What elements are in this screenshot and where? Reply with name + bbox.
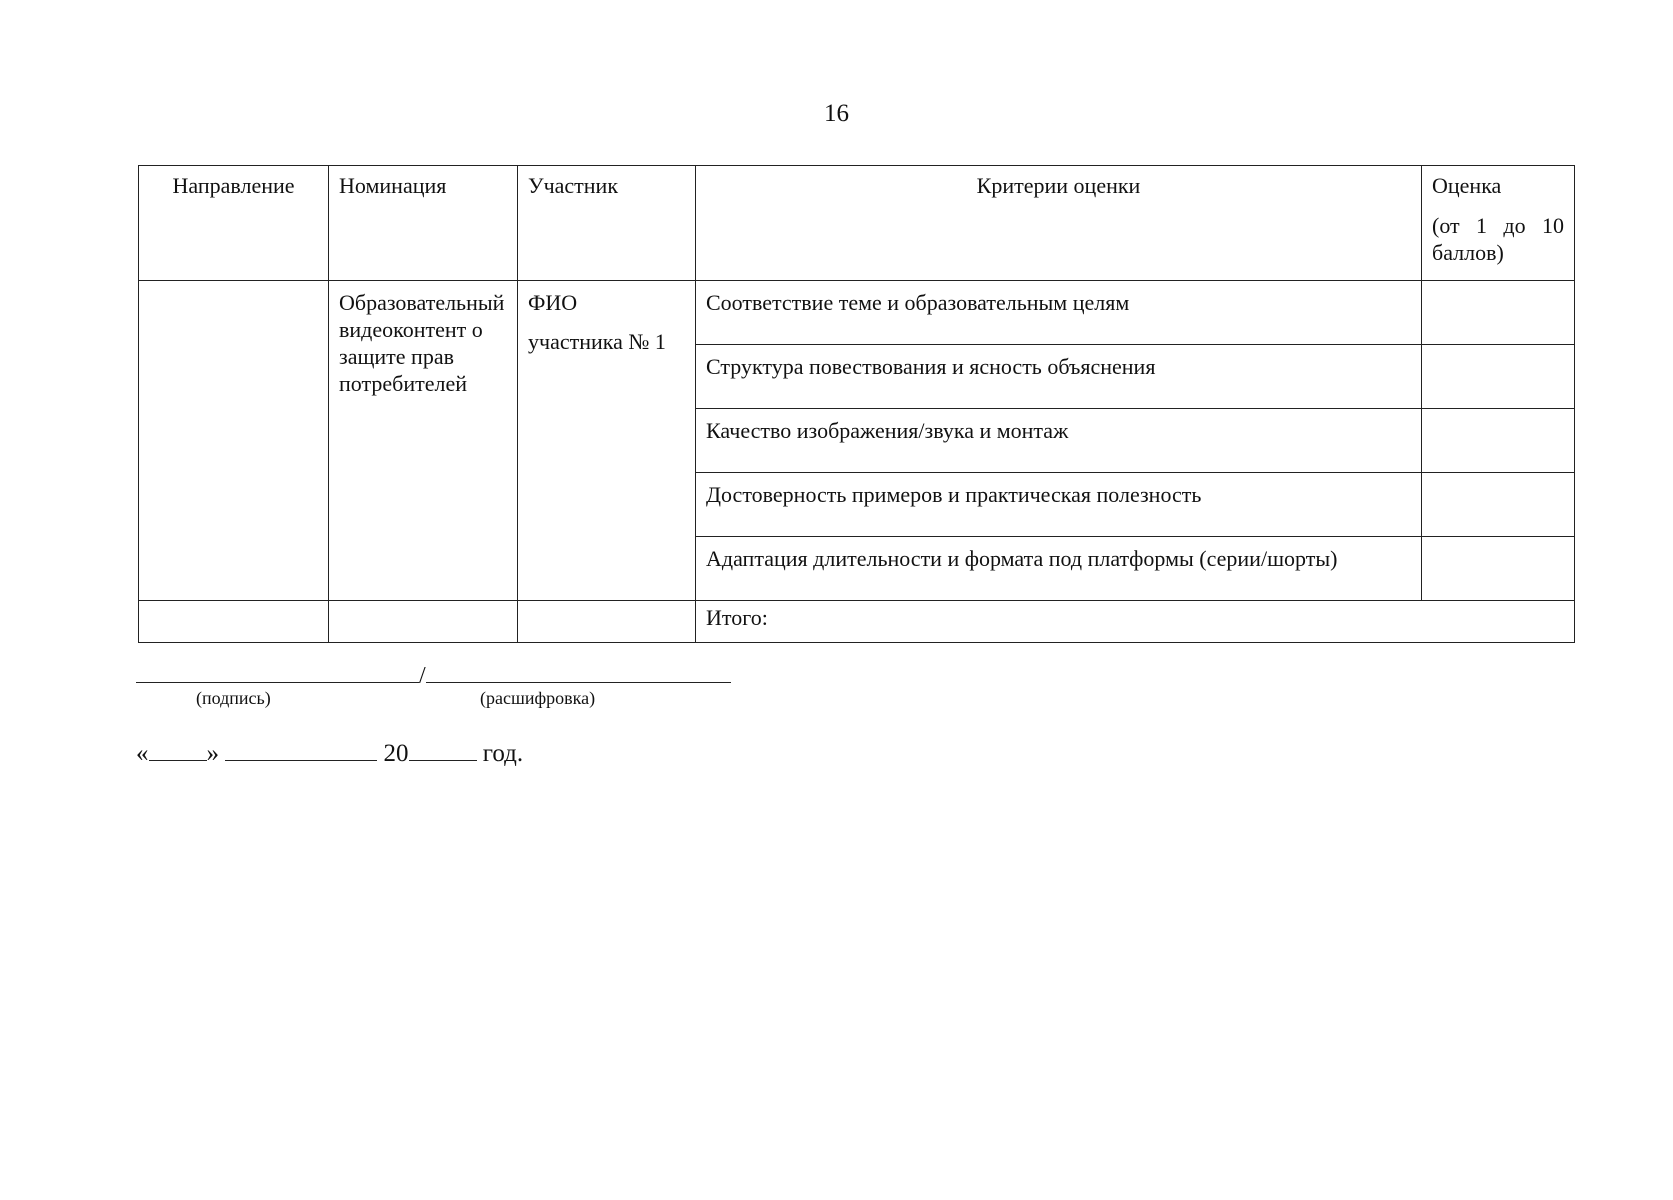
month-blank[interactable] xyxy=(225,738,377,761)
year-blank[interactable] xyxy=(409,738,477,761)
criterion-1: Соответствие теме и образовательным целям xyxy=(696,281,1422,345)
signature-blank[interactable] xyxy=(136,660,419,683)
header-direction: Направление xyxy=(139,166,329,281)
criterion-5: Адаптация длительности и формата под платформы (серии/шорты) xyxy=(696,537,1422,601)
score-cell-5[interactable] xyxy=(1422,537,1575,601)
criterion-2: Структура повествования и ясность объяснения xyxy=(696,345,1422,409)
signature-caption: (подпись) xyxy=(196,688,271,708)
criterion-4: Достоверность примеров и практическая полезность xyxy=(696,473,1422,537)
table-header-row xyxy=(139,166,1575,281)
header-criteria: Критерии оценки xyxy=(696,166,1422,281)
date-line xyxy=(136,738,523,768)
total-empty-nomination xyxy=(329,601,518,643)
cell-direction xyxy=(139,281,329,601)
total-label: Итого: xyxy=(696,601,1575,643)
header-score-subtitle: (от 1 до 10 баллов) xyxy=(1432,213,1564,265)
decoding-caption: (расшифровка) xyxy=(480,688,596,708)
cell-nomination: Образовательный видеоконтент о защите прав потребителей xyxy=(329,281,518,601)
participant-label: ФИО xyxy=(528,290,578,315)
evaluation-table xyxy=(138,165,1575,643)
year-suffix: год. xyxy=(482,740,524,767)
year-prefix: 20 xyxy=(383,740,409,767)
date-close-quote: » xyxy=(206,740,219,767)
signature-line xyxy=(136,660,731,690)
score-cell-1[interactable] xyxy=(1422,281,1575,345)
total-empty-participant xyxy=(518,601,696,643)
total-row xyxy=(139,601,1575,643)
participant-number: участника № 1 xyxy=(528,329,666,354)
header-participant: Участник xyxy=(518,166,696,281)
table-row xyxy=(139,281,1575,345)
decoding-blank[interactable] xyxy=(426,660,731,683)
score-cell-3[interactable] xyxy=(1422,409,1575,473)
day-blank[interactable] xyxy=(149,738,207,761)
page-number: 16 xyxy=(824,100,849,127)
score-cell-4[interactable] xyxy=(1422,473,1575,537)
date-open-quote: « xyxy=(136,740,149,767)
score-cell-2[interactable] xyxy=(1422,345,1575,409)
header-score-title: Оценка xyxy=(1432,173,1502,198)
criterion-3: Качество изображения/звука и монтаж xyxy=(696,409,1422,473)
header-score xyxy=(1422,166,1575,281)
total-empty-direction xyxy=(139,601,329,643)
header-nomination: Номинация xyxy=(329,166,518,281)
cell-participant xyxy=(518,281,696,601)
signature-slash: / xyxy=(419,663,426,689)
